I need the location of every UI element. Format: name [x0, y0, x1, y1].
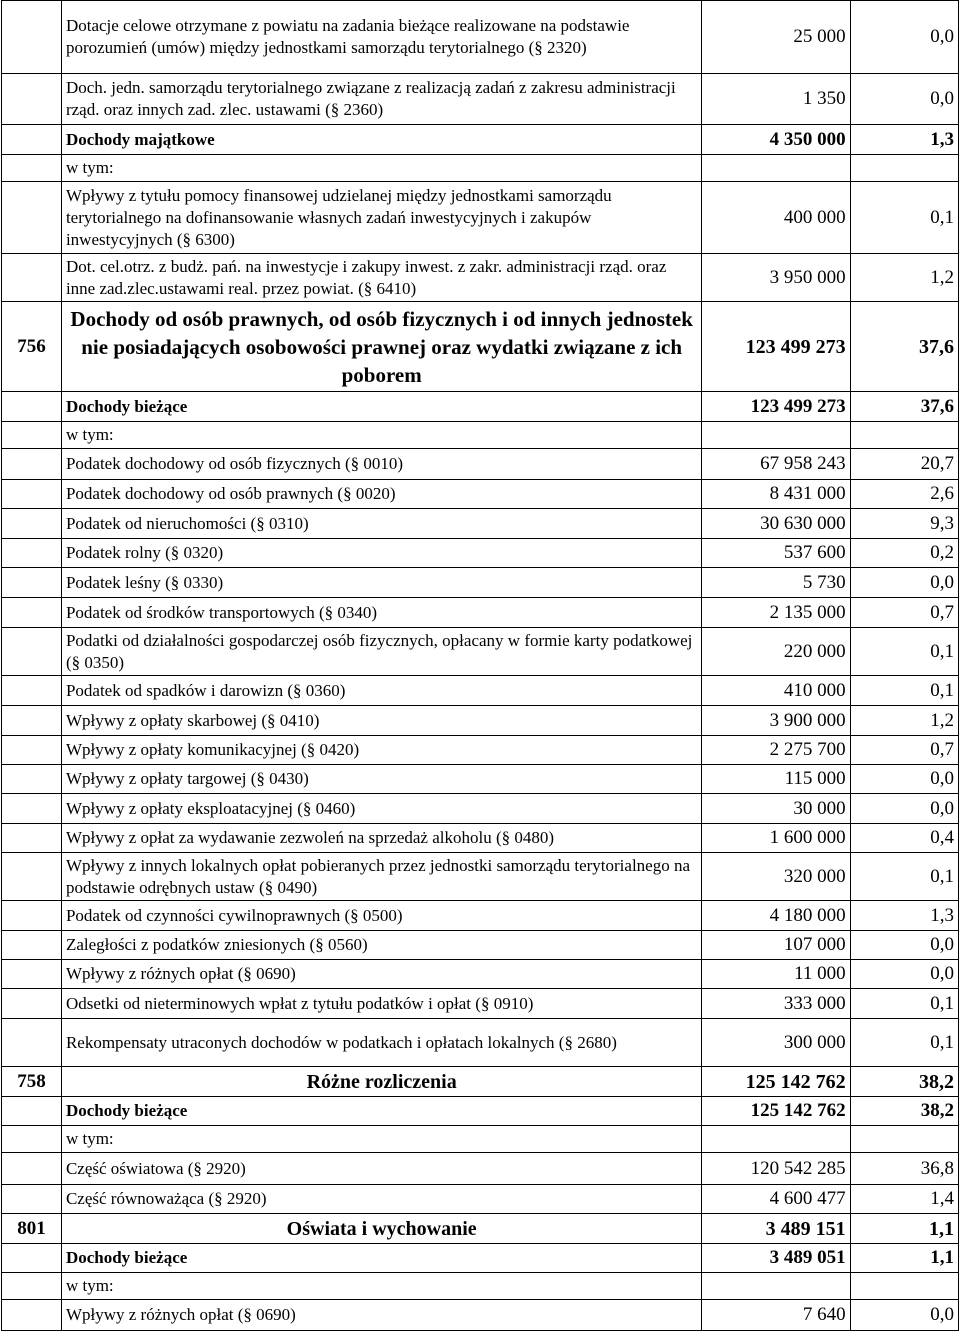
- table-row: [2, 1273, 959, 1300]
- row-description: Dotacje celowe otrzymane z powiatu na zadania bieżące realizowane na podstawie porozumień (umów) między jednostkami samorządu terytorialnego (§ 2320): [61, 1, 701, 74]
- table-row: [2, 1126, 959, 1153]
- row-amount: 107 000: [702, 931, 850, 960]
- table-row: [2, 1300, 959, 1331]
- row-description: Część oświatowa (§ 2920): [61, 1153, 701, 1185]
- row-percent: 9,3: [850, 509, 958, 539]
- row-amount: 3 489 151: [702, 1214, 850, 1244]
- section-code: [2, 901, 62, 931]
- table-row: [2, 1185, 959, 1214]
- section-code: [2, 824, 62, 853]
- table-row: [2, 254, 959, 302]
- row-amount: 220 000: [702, 628, 850, 676]
- table-row: [2, 706, 959, 736]
- row-percent: 0,1: [850, 853, 958, 901]
- row-amount: 333 000: [702, 989, 850, 1019]
- row-amount: [702, 155, 850, 182]
- row-percent: 0,2: [850, 539, 958, 568]
- section-code: [2, 568, 62, 598]
- row-percent: 0,0: [850, 931, 958, 960]
- row-amount: 123 499 273: [702, 302, 850, 392]
- section-code: [2, 125, 62, 155]
- section-code: [2, 392, 62, 422]
- row-percent: 0,1: [850, 182, 958, 254]
- row-amount: 25 000: [702, 1, 850, 74]
- table-row: [2, 568, 959, 598]
- row-description: Część równoważąca (§ 2920): [61, 1185, 701, 1214]
- row-description: Wpływy z różnych opłat (§ 0690): [61, 1300, 701, 1331]
- table-row: [2, 794, 959, 824]
- row-percent: 2,6: [850, 480, 958, 509]
- table-row: [2, 931, 959, 960]
- row-percent: 0,1: [850, 676, 958, 706]
- row-description: Wpływy z różnych opłat (§ 0690): [61, 960, 701, 989]
- row-amount: 1 350: [702, 74, 850, 125]
- row-description: Wpływy z opłaty targowej (§ 0430): [61, 765, 701, 794]
- table-row: [2, 392, 959, 422]
- section-code: [2, 931, 62, 960]
- revenue-table-body: [2, 1, 959, 1331]
- row-amount: [702, 1273, 850, 1300]
- row-percent: 1,1: [850, 1244, 958, 1273]
- row-percent: 37,6: [850, 302, 958, 392]
- table-row: [2, 539, 959, 568]
- row-description: Dochody bieżące: [61, 1097, 701, 1126]
- row-amount: 2 135 000: [702, 598, 850, 628]
- row-amount: 3 489 051: [702, 1244, 850, 1273]
- table-row: [2, 74, 959, 125]
- section-code: [2, 422, 62, 449]
- table-row: [2, 989, 959, 1019]
- section-code: [2, 628, 62, 676]
- row-description: w tym:: [61, 422, 701, 449]
- section-code: [2, 1153, 62, 1185]
- row-description: Oświata i wychowanie: [61, 1214, 701, 1244]
- table-row: [2, 422, 959, 449]
- row-amount: 3 900 000: [702, 706, 850, 736]
- row-percent: 1,3: [850, 901, 958, 931]
- table-row: [2, 1214, 959, 1244]
- row-amount: 5 730: [702, 568, 850, 598]
- section-code: [2, 598, 62, 628]
- section-code: [2, 155, 62, 182]
- row-percent: 0,0: [850, 794, 958, 824]
- section-code: [2, 765, 62, 794]
- section-code: [2, 1019, 62, 1067]
- row-percent: 38,2: [850, 1097, 958, 1126]
- table-row: [2, 676, 959, 706]
- table-row: [2, 302, 959, 392]
- row-amount: 125 142 762: [702, 1067, 850, 1097]
- section-code: [2, 539, 62, 568]
- row-percent: 0,7: [850, 598, 958, 628]
- row-description: Wpływy z innych lokalnych opłat pobieranych przez jednostki samorządu terytorialnego na podstawie odrębnych ustaw (§ 0490): [61, 853, 701, 901]
- row-percent: [850, 422, 958, 449]
- section-code: [2, 1097, 62, 1126]
- table-row: [2, 853, 959, 901]
- table-row: [2, 1067, 959, 1097]
- row-amount: 3 950 000: [702, 254, 850, 302]
- row-description: w tym:: [61, 155, 701, 182]
- table-row: [2, 155, 959, 182]
- row-description: Dochody bieżące: [61, 1244, 701, 1273]
- row-amount: 320 000: [702, 853, 850, 901]
- row-description: Podatek leśny (§ 0330): [61, 568, 701, 598]
- section-code: [2, 960, 62, 989]
- row-percent: 0,0: [850, 74, 958, 125]
- section-code: [2, 1126, 62, 1153]
- table-row: [2, 1, 959, 74]
- section-code: [2, 74, 62, 125]
- section-code: [2, 449, 62, 480]
- row-description: Podatek dochodowy od osób fizycznych (§ 0010): [61, 449, 701, 480]
- row-description: Wpływy z opłaty skarbowej (§ 0410): [61, 706, 701, 736]
- row-description: Odsetki od nieterminowych wpłat z tytułu podatków i opłat (§ 0910): [61, 989, 701, 1019]
- section-code: [2, 1185, 62, 1214]
- section-code: [2, 736, 62, 765]
- table-row: [2, 765, 959, 794]
- row-description: Podatek od środków transportowych (§ 0340): [61, 598, 701, 628]
- row-description: Wpływy z tytułu pomocy finansowej udzielanej między jednostkami samorządu terytorialnego na dofinansowanie własnych zadań inwestycyjnych i zakupów inwestycyjnych (§ 6300): [61, 182, 701, 254]
- row-percent: 1,2: [850, 254, 958, 302]
- row-percent: 1,3: [850, 125, 958, 155]
- table-row: [2, 509, 959, 539]
- table-row: [2, 901, 959, 931]
- row-percent: 0,0: [850, 765, 958, 794]
- section-code: [2, 182, 62, 254]
- table-row: [2, 1244, 959, 1273]
- section-code: [2, 509, 62, 539]
- row-description: Rekompensaty utraconych dochodów w podatkach i opłatach lokalnych (§ 2680): [61, 1019, 701, 1067]
- revenue-table: [1, 0, 959, 1331]
- row-description: Dochody od osób prawnych, od osób fizycznych i od innych jednostek nie posiadających osobowości prawnej oraz wydatki związane z ich poborem: [61, 302, 701, 392]
- row-description: Dochody bieżące: [61, 392, 701, 422]
- row-description: Podatek dochodowy od osób prawnych (§ 0020): [61, 480, 701, 509]
- row-percent: 0,4: [850, 824, 958, 853]
- row-percent: 20,7: [850, 449, 958, 480]
- section-code: [2, 794, 62, 824]
- section-code: [2, 1244, 62, 1273]
- row-amount: 67 958 243: [702, 449, 850, 480]
- table-row: [2, 824, 959, 853]
- row-description: Podatek od spadków i darowizn (§ 0360): [61, 676, 701, 706]
- row-percent: [850, 1126, 958, 1153]
- row-amount: 537 600: [702, 539, 850, 568]
- row-percent: 38,2: [850, 1067, 958, 1097]
- table-row: [2, 598, 959, 628]
- row-amount: 30 000: [702, 794, 850, 824]
- row-percent: 36,8: [850, 1153, 958, 1185]
- section-code: [2, 1, 62, 74]
- table-row: [2, 125, 959, 155]
- row-percent: 1,4: [850, 1185, 958, 1214]
- row-amount: 300 000: [702, 1019, 850, 1067]
- section-code: [2, 254, 62, 302]
- row-amount: 400 000: [702, 182, 850, 254]
- row-percent: 37,6: [850, 392, 958, 422]
- table-row: [2, 449, 959, 480]
- section-code: [2, 480, 62, 509]
- table-row: [2, 1097, 959, 1126]
- table-row: [2, 628, 959, 676]
- row-percent: 0,0: [850, 1, 958, 74]
- row-amount: 115 000: [702, 765, 850, 794]
- row-percent: 0,7: [850, 736, 958, 765]
- row-description: Podatek od czynności cywilnoprawnych (§ 0500): [61, 901, 701, 931]
- section-code: [2, 1300, 62, 1331]
- row-amount: 125 142 762: [702, 1097, 850, 1126]
- row-percent: [850, 155, 958, 182]
- row-percent: 0,0: [850, 960, 958, 989]
- row-amount: 4 350 000: [702, 125, 850, 155]
- section-code: [2, 706, 62, 736]
- row-description: Wpływy z opłat za wydawanie zezwoleń na sprzedaż alkoholu (§ 0480): [61, 824, 701, 853]
- row-percent: 0,1: [850, 1019, 958, 1067]
- row-percent: [850, 1273, 958, 1300]
- row-amount: [702, 422, 850, 449]
- table-row: [2, 182, 959, 254]
- section-code: 756: [2, 302, 62, 392]
- row-description: Wpływy z opłaty eksploatacyjnej (§ 0460): [61, 794, 701, 824]
- row-description: w tym:: [61, 1273, 701, 1300]
- section-code: [2, 1273, 62, 1300]
- row-amount: 123 499 273: [702, 392, 850, 422]
- row-amount: 2 275 700: [702, 736, 850, 765]
- row-description: Dochody majątkowe: [61, 125, 701, 155]
- row-percent: 1,1: [850, 1214, 958, 1244]
- row-amount: 120 542 285: [702, 1153, 850, 1185]
- section-code: [2, 676, 62, 706]
- row-amount: 410 000: [702, 676, 850, 706]
- row-amount: 1 600 000: [702, 824, 850, 853]
- table-row: [2, 480, 959, 509]
- row-amount: 8 431 000: [702, 480, 850, 509]
- row-amount: 7 640: [702, 1300, 850, 1331]
- table-row: [2, 736, 959, 765]
- row-amount: [702, 1126, 850, 1153]
- row-description: Wpływy z opłaty komunikacyjnej (§ 0420): [61, 736, 701, 765]
- row-description: Zaległości z podatków zniesionych (§ 0560): [61, 931, 701, 960]
- row-percent: 0,1: [850, 628, 958, 676]
- row-amount: 4 600 477: [702, 1185, 850, 1214]
- row-description: Doch. jedn. samorządu terytorialnego związane z realizacją zadań z zakresu administracji rząd. oraz innych zad. zlec. ustawami (§ 2360): [61, 74, 701, 125]
- row-description: Dot. cel.otrz. z budż. pań. na inwestycje i zakupy inwest. z zakr. administracji rząd. oraz inne zad.zlec.ustawami real. przez powiat. (§ 6410): [61, 254, 701, 302]
- row-description: w tym:: [61, 1126, 701, 1153]
- table-row: [2, 1153, 959, 1185]
- row-percent: 1,2: [850, 706, 958, 736]
- row-amount: 11 000: [702, 960, 850, 989]
- row-description: Podatek od nieruchomości (§ 0310): [61, 509, 701, 539]
- table-row: [2, 1019, 959, 1067]
- section-code: 758: [2, 1067, 62, 1097]
- table-row: [2, 960, 959, 989]
- row-percent: 0,1: [850, 989, 958, 1019]
- section-code: [2, 989, 62, 1019]
- row-description: Podatki od działalności gospodarczej osób fizycznych, opłacany w formie karty podatkowej (§ 0350): [61, 628, 701, 676]
- section-code: [2, 853, 62, 901]
- row-amount: 30 630 000: [702, 509, 850, 539]
- section-code: 801: [2, 1214, 62, 1244]
- row-amount: 4 180 000: [702, 901, 850, 931]
- row-description: Podatek rolny (§ 0320): [61, 539, 701, 568]
- row-percent: 0,0: [850, 568, 958, 598]
- row-description: Różne rozliczenia: [61, 1067, 701, 1097]
- row-percent: 0,0: [850, 1300, 958, 1331]
